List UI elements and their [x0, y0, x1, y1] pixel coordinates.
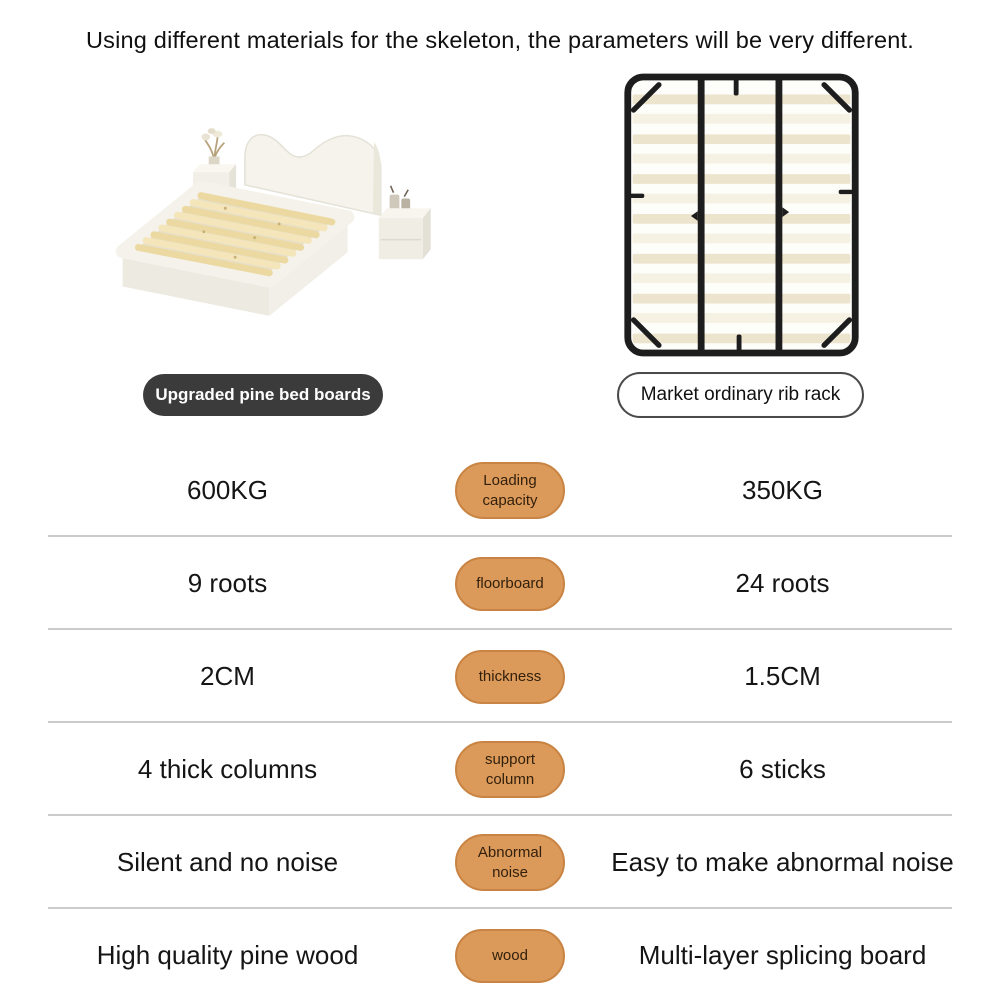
- right-value: 6 sticks: [739, 754, 826, 784]
- rack-vertical-bar: [698, 79, 705, 351]
- parameter-pill: Abnormal noise: [455, 834, 565, 890]
- parameter-pill: Loading capacity: [455, 462, 565, 518]
- left-value: Silent and no noise: [116, 847, 339, 877]
- parameter-pill: wood: [455, 929, 565, 983]
- rack-vertical-bar: [776, 79, 783, 351]
- rib-rack-image: [620, 66, 863, 364]
- parameter-pill: floorboard: [455, 557, 565, 611]
- table-row: [0, 816, 1000, 909]
- left-value: 4 thick columns: [137, 754, 318, 784]
- right-product-label: [617, 372, 864, 418]
- bed-product-image: [108, 72, 460, 372]
- left-value: 2CM: [200, 661, 255, 691]
- right-value: 350KG: [742, 475, 823, 505]
- comparison-table: [0, 444, 1000, 1000]
- right-value: 24 roots: [735, 568, 830, 598]
- table-row: [0, 537, 1000, 630]
- left-product-label: [143, 374, 383, 416]
- parameter-pill: support column: [455, 741, 565, 797]
- table-row: [0, 723, 1000, 816]
- page-title: Using different materials for the skeleton, the parameters will be very different.: [86, 27, 914, 53]
- right-value: Easy to make abnormal noise: [611, 847, 954, 877]
- left-product-label-text: Upgraded pine bed boards: [155, 385, 371, 404]
- left-value: High quality pine wood: [96, 940, 359, 970]
- parameter-pill: thickness: [455, 650, 565, 704]
- left-value: 600KG: [187, 475, 268, 505]
- table-row: [0, 909, 1000, 1000]
- table-row: [0, 630, 1000, 723]
- right-product-label-text: Market ordinary rib rack: [640, 384, 841, 405]
- table-row: [0, 444, 1000, 537]
- right-value: 1.5CM: [744, 661, 821, 691]
- right-value: Multi-layer splicing board: [638, 940, 927, 970]
- left-value: 9 roots: [187, 568, 268, 598]
- nightstand-right-graphic: [379, 186, 431, 259]
